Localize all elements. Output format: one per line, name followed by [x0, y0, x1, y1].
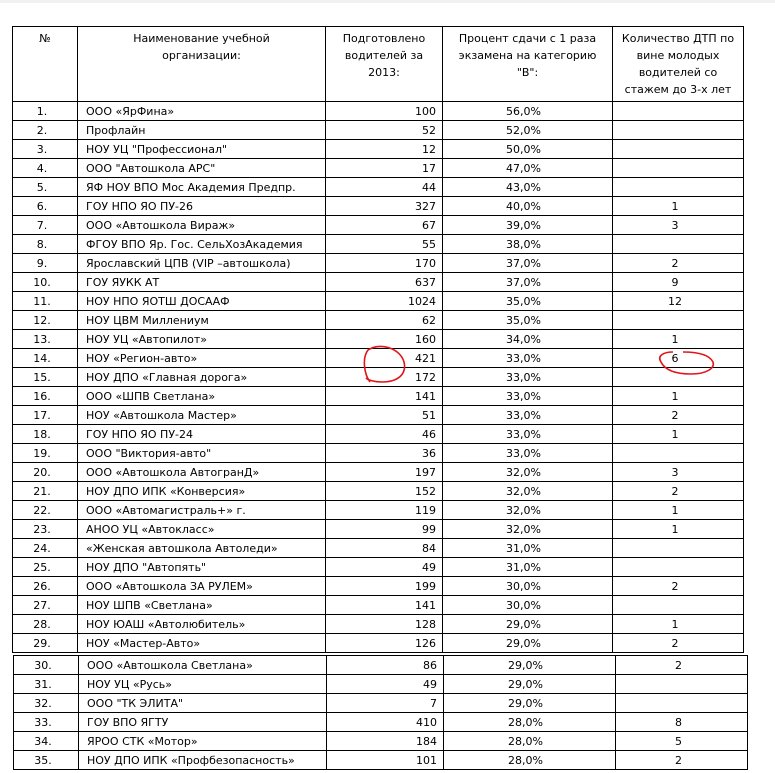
- accident-count: [613, 121, 744, 140]
- row-number: 29.: [13, 634, 78, 653]
- pass-rate: 31,0%: [443, 539, 613, 558]
- organization-name: ГОУ ВПО ЯГТУ: [79, 713, 327, 732]
- drivers-trained: 46: [326, 425, 443, 444]
- pass-rate: 28,0%: [444, 713, 616, 732]
- table-row: [13, 159, 744, 178]
- organization-name: НОУ «Регион-авто»: [78, 349, 326, 368]
- accident-count: [616, 675, 748, 694]
- table-row: [14, 732, 748, 751]
- table-row: [13, 463, 744, 482]
- organization-name: НОУ УЦ «Автопилот»: [78, 330, 326, 349]
- row-number: 28.: [13, 615, 78, 634]
- drivers-trained: 637: [326, 273, 443, 292]
- row-number: 5.: [13, 178, 78, 197]
- accident-count: [613, 102, 744, 121]
- organization-name: ГОУ ЯУКК АТ: [78, 273, 326, 292]
- window-top-edge: [0, 0, 775, 3]
- drivers-trained: 141: [326, 387, 443, 406]
- drivers-trained: 119: [326, 501, 443, 520]
- table-row: [13, 254, 744, 273]
- drivers-trained: 86: [327, 656, 444, 675]
- row-number: 8.: [13, 235, 78, 254]
- row-number: 25.: [13, 558, 78, 577]
- table-row: [13, 349, 744, 368]
- drivers-trained: 184: [327, 732, 444, 751]
- accident-count: [613, 140, 744, 159]
- organization-name: АНОО УЦ «Автокласс»: [78, 520, 326, 539]
- pass-rate: 40,0%: [443, 197, 613, 216]
- table-row: [14, 751, 748, 770]
- driving-schools-table-continuation: [13, 655, 748, 770]
- row-number: 26.: [13, 577, 78, 596]
- drivers-trained: 141: [326, 596, 443, 615]
- table-row: [13, 520, 744, 539]
- row-number: 16.: [13, 387, 78, 406]
- organization-name: ООО «ШПВ Светлана»: [78, 387, 326, 406]
- accident-count: 12: [613, 292, 744, 311]
- row-number: 27.: [13, 596, 78, 615]
- table-row: [13, 273, 744, 292]
- organization-name: ООО "ТК ЭЛИТА": [79, 694, 327, 713]
- table-row: [13, 482, 744, 501]
- organization-name: ООО "Виктория-авто": [78, 444, 326, 463]
- accident-count: 3: [613, 216, 744, 235]
- organization-name: ООО «Автошкола Вираж»: [78, 216, 326, 235]
- row-number: 17.: [13, 406, 78, 425]
- accident-count: 6: [613, 349, 744, 368]
- drivers-trained: 84: [326, 539, 443, 558]
- pass-rate: 32,0%: [443, 482, 613, 501]
- accident-count: 1: [613, 425, 744, 444]
- accident-count: 9: [613, 273, 744, 292]
- table-row: [13, 178, 744, 197]
- pass-rate: 29,0%: [444, 656, 616, 675]
- table-row: [13, 102, 744, 121]
- organization-name: ООО «Автошкола АвтогранД»: [78, 463, 326, 482]
- accident-count: [613, 558, 744, 577]
- pass-rate: 31,0%: [443, 558, 613, 577]
- table-row: [13, 501, 744, 520]
- organization-name: НОУ ЦВМ Миллениум: [78, 311, 326, 330]
- accident-count: 2: [613, 482, 744, 501]
- drivers-trained: 101: [327, 751, 444, 770]
- table-row: [13, 292, 744, 311]
- drivers-trained: 100: [326, 102, 443, 121]
- pass-rate: 33,0%: [443, 349, 613, 368]
- table-row: [13, 216, 744, 235]
- accident-count: 2: [613, 406, 744, 425]
- row-number: 23.: [13, 520, 78, 539]
- row-number: 14.: [13, 349, 78, 368]
- row-number: 20.: [13, 463, 78, 482]
- drivers-trained: 99: [326, 520, 443, 539]
- pass-rate: 29,0%: [444, 694, 616, 713]
- drivers-trained: 327: [326, 197, 443, 216]
- pass-rate: 33,0%: [443, 444, 613, 463]
- accident-count: [613, 178, 744, 197]
- drivers-trained: 44: [326, 178, 443, 197]
- row-number: 32.: [14, 694, 79, 713]
- accident-count: 8: [616, 713, 748, 732]
- pass-rate: 34,0%: [443, 330, 613, 349]
- pass-rate: 33,0%: [443, 406, 613, 425]
- row-number: 21.: [13, 482, 78, 501]
- drivers-trained: 49: [326, 558, 443, 577]
- organization-name: НОУ УЦ "Профессионал": [78, 140, 326, 159]
- organization-name: ЯФ НОУ ВПО Мос Академия Предпр.: [78, 178, 326, 197]
- accident-count: 2: [613, 634, 744, 653]
- pass-rate: 47,0%: [443, 159, 613, 178]
- drivers-trained: 1024: [326, 292, 443, 311]
- drivers-trained: 62: [326, 311, 443, 330]
- pass-rate: 52,0%: [443, 121, 613, 140]
- row-number: 7.: [13, 216, 78, 235]
- accident-count: 1: [613, 330, 744, 349]
- row-number: 34.: [14, 732, 79, 751]
- organization-name: НОУ ЮАШ «Автолюбитель»: [78, 615, 326, 634]
- pass-rate: 33,0%: [443, 387, 613, 406]
- pass-rate: 28,0%: [444, 732, 616, 751]
- table-row: [14, 694, 748, 713]
- table-row: [13, 596, 744, 615]
- organization-name: ФГОУ ВПО Яр. Гос. СельХозАкадемия: [78, 235, 326, 254]
- row-number: 6.: [13, 197, 78, 216]
- table-row: [13, 330, 744, 349]
- drivers-trained: 160: [326, 330, 443, 349]
- drivers-trained: 49: [327, 675, 444, 694]
- drivers-trained: 172: [326, 368, 443, 387]
- pass-rate: 35,0%: [443, 311, 613, 330]
- accident-count: [613, 368, 744, 387]
- row-number: 9.: [13, 254, 78, 273]
- accident-count: 2: [616, 656, 748, 675]
- header-pass-rate: Процент сдачи с 1 раза экзамена на категорию "B":: [443, 27, 613, 102]
- organization-name: ГОУ НПО ЯО ПУ-24: [78, 425, 326, 444]
- row-number: 15.: [13, 368, 78, 387]
- drivers-trained: 17: [326, 159, 443, 178]
- drivers-trained: 421: [326, 349, 443, 368]
- drivers-trained: 51: [326, 406, 443, 425]
- organization-name: НОУ УЦ «Русь»: [79, 675, 327, 694]
- pass-rate: 33,0%: [443, 425, 613, 444]
- pass-rate: 29,0%: [444, 675, 616, 694]
- drivers-trained: 199: [326, 577, 443, 596]
- row-number: 18.: [13, 425, 78, 444]
- drivers-trained: 7: [327, 694, 444, 713]
- organization-name: Ярославский ЦПВ (VIP –автошкола): [78, 254, 326, 273]
- accident-count: 1: [613, 387, 744, 406]
- organization-name: ООО «Автошкола Светлана»: [79, 656, 327, 675]
- accident-count: [616, 694, 748, 713]
- accident-count: [613, 311, 744, 330]
- table-row: [13, 235, 744, 254]
- driving-schools-table: [12, 26, 744, 653]
- row-number: 33.: [14, 713, 79, 732]
- header-organization-name: Наименование учебной организации:: [78, 27, 326, 102]
- organization-name: ЯРОО СТК «Мотор»: [79, 732, 327, 751]
- header-accidents: Количество ДТП по вине молодых водителей со стажем до 3-х лет: [613, 27, 744, 102]
- table-row: [13, 121, 744, 140]
- accident-count: 1: [613, 520, 744, 539]
- organization-name: ГОУ НПО ЯО ПУ-26: [78, 197, 326, 216]
- pass-rate: 30,0%: [443, 577, 613, 596]
- row-number: 11.: [13, 292, 78, 311]
- pass-rate: 56,0%: [443, 102, 613, 121]
- row-number: 30.: [14, 656, 79, 675]
- table-row: [14, 675, 748, 694]
- drivers-trained: 128: [326, 615, 443, 634]
- drivers-trained: 67: [326, 216, 443, 235]
- pass-rate: 30,0%: [443, 596, 613, 615]
- organization-name: «Женская автошкола Автоледи»: [78, 539, 326, 558]
- table-row: [13, 406, 744, 425]
- row-number: 22.: [13, 501, 78, 520]
- drivers-trained: 12: [326, 140, 443, 159]
- table-row: [13, 444, 744, 463]
- table-row: [13, 368, 744, 387]
- organization-name: НОУ НПО ЯОТШ ДОСААФ: [78, 292, 326, 311]
- organization-name: ООО «Автомагистраль+» г.: [78, 501, 326, 520]
- row-number: 24.: [13, 539, 78, 558]
- pass-rate: 32,0%: [443, 463, 613, 482]
- pass-rate: 37,0%: [443, 254, 613, 273]
- row-number: 4.: [13, 159, 78, 178]
- accident-count: 5: [616, 732, 748, 751]
- header-drivers-trained: Подготовлено водителей за 2013:: [326, 27, 443, 102]
- pass-rate: 33,0%: [443, 368, 613, 387]
- organization-name: ООО «ЯрФина»: [78, 102, 326, 121]
- drivers-trained: 36: [326, 444, 443, 463]
- organization-name: ООО "Автошкола АРС": [78, 159, 326, 178]
- organization-name: Профлайн: [78, 121, 326, 140]
- organization-name: НОУ ДПО "Автопять": [78, 558, 326, 577]
- drivers-trained: 55: [326, 235, 443, 254]
- pass-rate: 43,0%: [443, 178, 613, 197]
- table-row: [13, 577, 744, 596]
- pass-rate: 29,0%: [443, 615, 613, 634]
- pass-rate: 32,0%: [443, 501, 613, 520]
- row-number: 10.: [13, 273, 78, 292]
- drivers-trained: 197: [326, 463, 443, 482]
- row-number: 3.: [13, 140, 78, 159]
- table-header-row: [13, 27, 744, 102]
- table-row: [13, 615, 744, 634]
- pass-rate: 38,0%: [443, 235, 613, 254]
- organization-name: НОУ ДПО «Главная дорога»: [78, 368, 326, 387]
- organization-name: ООО «Автошкола ЗА РУЛЕМ»: [78, 577, 326, 596]
- accident-count: 1: [613, 197, 744, 216]
- pass-rate: 29,0%: [443, 634, 613, 653]
- drivers-trained: 152: [326, 482, 443, 501]
- table-row: [14, 713, 748, 732]
- organization-name: НОУ «Автошкола Мастер»: [78, 406, 326, 425]
- organization-name: НОУ ШПВ «Светлана»: [78, 596, 326, 615]
- organization-name: НОУ «Мастер-Авто»: [78, 634, 326, 653]
- organization-name: НОУ ДПО ИПК «Конверсия»: [78, 482, 326, 501]
- row-number: 13.: [13, 330, 78, 349]
- pass-rate: 32,0%: [443, 520, 613, 539]
- accident-count: 1: [613, 615, 744, 634]
- table-row: [14, 656, 748, 675]
- table-row: [13, 140, 744, 159]
- pass-rate: 28,0%: [444, 751, 616, 770]
- organization-name: НОУ ДПО ИПК «Профбезопасность»: [79, 751, 327, 770]
- accident-count: 2: [616, 751, 748, 770]
- drivers-trained: 126: [326, 634, 443, 653]
- table-row: [13, 311, 744, 330]
- table-row: [13, 539, 744, 558]
- drivers-trained: 410: [327, 713, 444, 732]
- pass-rate: 35,0%: [443, 292, 613, 311]
- row-number: 19.: [13, 444, 78, 463]
- table-row: [13, 425, 744, 444]
- pass-rate: 39,0%: [443, 216, 613, 235]
- accident-count: 2: [613, 254, 744, 273]
- pass-rate: 37,0%: [443, 273, 613, 292]
- table-row: [13, 197, 744, 216]
- row-number: 12.: [13, 311, 78, 330]
- accident-count: [613, 596, 744, 615]
- accident-count: [613, 444, 744, 463]
- accident-count: [613, 159, 744, 178]
- pass-rate: 50,0%: [443, 140, 613, 159]
- drivers-trained: 52: [326, 121, 443, 140]
- table-row: [13, 558, 744, 577]
- row-number: 1.: [13, 102, 78, 121]
- row-number: 35.: [14, 751, 79, 770]
- header-number: №: [13, 27, 78, 102]
- row-number: 31.: [14, 675, 79, 694]
- drivers-trained: 170: [326, 254, 443, 273]
- accident-count: 3: [613, 463, 744, 482]
- accident-count: [613, 235, 744, 254]
- accident-count: [613, 539, 744, 558]
- accident-count: 1: [613, 501, 744, 520]
- accident-count: 2: [613, 577, 744, 596]
- row-number: 2.: [13, 121, 78, 140]
- table-row: [13, 634, 744, 653]
- table-row: [13, 387, 744, 406]
